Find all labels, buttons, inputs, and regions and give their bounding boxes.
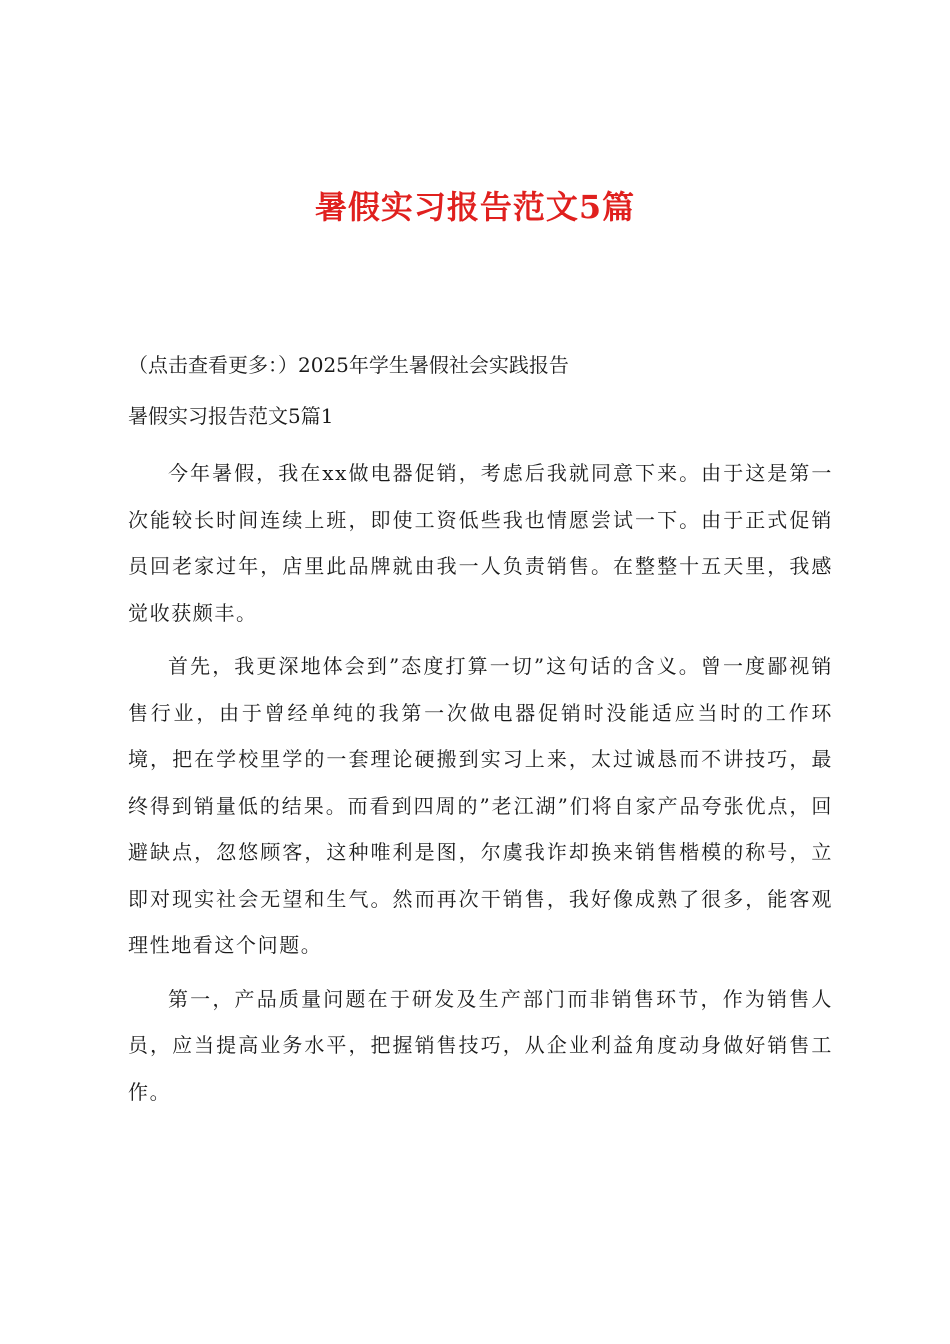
body-text [128,450,833,1122]
more-reports-line: （点击查看更多：）2025年学生暑假社会实践报告 [128,353,569,377]
paragraph: 今年暑假，我在xx做电器促销，考虑后我就同意下来。由于这是第一次能较长时间连续上班，即使工资低些我也情愿尝试一下。由于正式促销员回老家过年，店里此品牌就由我一人负责销售。在整整十五天里，我感觉收获颇丰。 [128,461,833,625]
paragraph: 第一，产品质量问题在于研发及生产部门而非销售环节，作为销售人员，应当提高业务水平，把握销售技巧，从企业利益角度动身做好销售工作。 [128,986,833,1104]
document-title: 暑假实习报告范文5篇 [314,188,636,226]
paragraph: 首先，我更深地体会到”态度打算一切”这句话的含义。曾一度鄙视销售行业，由于曾经单纯的我第一次做电器促销时没能适应当时的工作环境，把在学校里学的一套理论硬搬到实习上来，太过诚恳而不讲技巧，最终得到销量低的结果。而看到四周的”老江湖”们将自家产品夸张优点，回避缺点，忽悠顾客，这种唯利是图，尔虞我诈却换来销售楷模的称号，立即对现实社会无望和生气。然而再次干销售，我好像成熟了很多，能客观理性地看这个问题。 [128,654,833,957]
section-heading: 暑假实习报告范文5篇1 [128,404,334,428]
